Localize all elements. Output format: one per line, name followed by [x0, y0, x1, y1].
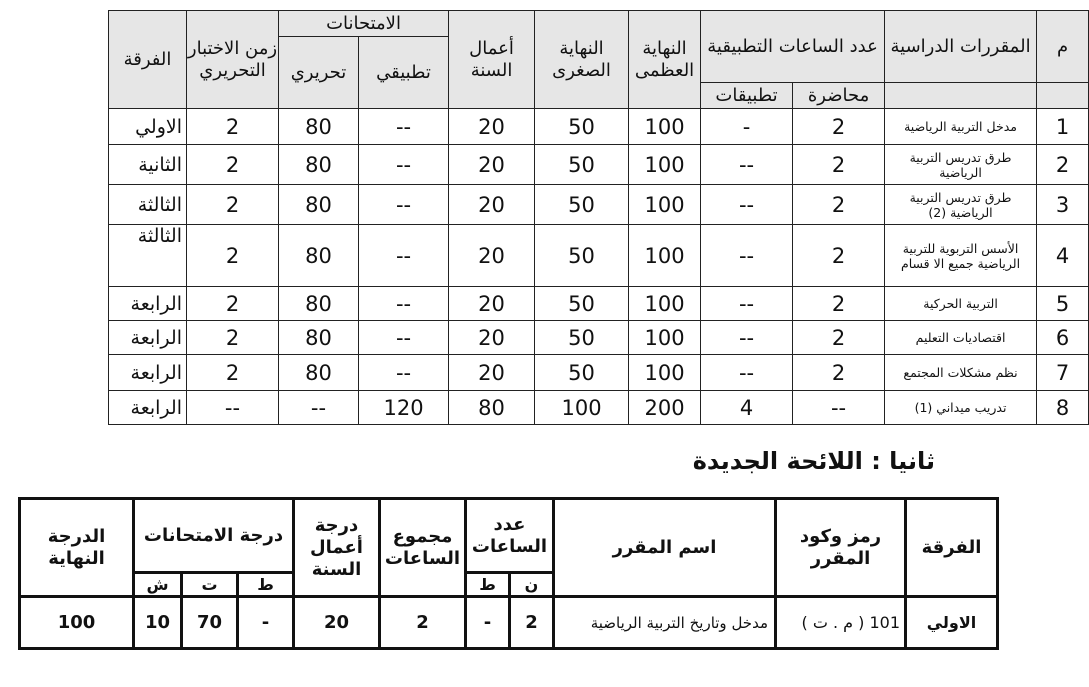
- new-header-final-grade: الدرجة النهاية: [20, 499, 134, 597]
- new-row-exam-t: -: [238, 597, 294, 649]
- row-course: طرق تدريس التربية الرياضية (2): [885, 185, 1037, 225]
- row-time: --: [187, 391, 279, 425]
- header-max-grade: النهاية العظمى: [629, 11, 701, 109]
- row-written: 80: [279, 109, 359, 145]
- row-written: 80: [279, 225, 359, 287]
- row-min: 50: [535, 287, 629, 321]
- row-written: 80: [279, 185, 359, 225]
- new-header-exam-t: ط: [238, 573, 294, 597]
- row-level: الرابعة: [109, 321, 187, 355]
- row-practical: --: [359, 185, 449, 225]
- new-header-t: ط: [466, 573, 510, 597]
- row-written: 80: [279, 321, 359, 355]
- row-applications: --: [701, 185, 793, 225]
- row-max: 100: [629, 185, 701, 225]
- row-practical: --: [359, 225, 449, 287]
- row-course: نظم مشكلات المجتمع: [885, 355, 1037, 391]
- new-row-n: 2: [510, 597, 554, 649]
- old-curriculum-table: [16, 10, 1089, 425]
- row-index: 6: [1037, 321, 1089, 355]
- row-min: 50: [535, 145, 629, 185]
- row-level: الثانية: [109, 145, 187, 185]
- new-header-code: رمز وكود المقرر: [776, 499, 906, 597]
- table-row: [20, 597, 998, 649]
- row-lecture: 2: [793, 225, 885, 287]
- row-min: 50: [535, 321, 629, 355]
- row-course: اقتصاديات التعليم: [885, 321, 1037, 355]
- table-row: [17, 185, 1089, 225]
- row-index: 1: [1037, 109, 1089, 145]
- row-course: طرق تدريس التربية الرياضية: [885, 145, 1037, 185]
- row-level: الرابعة: [109, 355, 187, 391]
- row-lecture: 2: [793, 109, 885, 145]
- row-min: 50: [535, 109, 629, 145]
- row-year-work: 20: [449, 321, 535, 355]
- header-applications: تطبيقات: [701, 83, 793, 109]
- row-year-work: 20: [449, 109, 535, 145]
- header-year-work: أعمال السنة: [449, 11, 535, 109]
- table-row: [17, 287, 1089, 321]
- header-level: الفرقة: [109, 11, 187, 109]
- table-row: [17, 391, 1089, 425]
- row-course: تدريب ميداني (1): [885, 391, 1037, 425]
- row-practical: 120: [359, 391, 449, 425]
- row-lecture: --: [793, 391, 885, 425]
- row-applications: -: [701, 109, 793, 145]
- row-year-work: 20: [449, 225, 535, 287]
- header-lecture: محاضرة: [793, 83, 885, 109]
- row-index: 7: [1037, 355, 1089, 391]
- table-row: [17, 321, 1089, 355]
- row-applications: --: [701, 225, 793, 287]
- table-row: [17, 355, 1089, 391]
- section-title: ثانيا : اللائحة الجديدة: [692, 447, 935, 475]
- row-level: الرابعة: [109, 287, 187, 321]
- row-practical: --: [359, 287, 449, 321]
- row-year-work: 80: [449, 391, 535, 425]
- new-row-code: 101 ( م . ت ): [776, 597, 906, 649]
- row-time: 2: [187, 287, 279, 321]
- row-time: 2: [187, 225, 279, 287]
- row-year-work: 20: [449, 185, 535, 225]
- row-min: 100: [535, 391, 629, 425]
- row-course: التربية الحركية: [885, 287, 1037, 321]
- header-index-filler: [1037, 83, 1089, 109]
- row-time: 2: [187, 185, 279, 225]
- row-min: 50: [535, 225, 629, 287]
- row-written: --: [279, 391, 359, 425]
- row-practical: --: [359, 145, 449, 185]
- new-curriculum-table: [18, 497, 999, 650]
- row-max: 100: [629, 225, 701, 287]
- new-header-level: الفرقة: [906, 499, 998, 597]
- new-header-exam-grade: درجة الامتحانات: [134, 499, 294, 573]
- new-row-level: الاولي: [906, 597, 998, 649]
- row-practical: --: [359, 355, 449, 391]
- new-header-year-work: درجة أعمال السنة: [294, 499, 380, 597]
- row-max: 100: [629, 145, 701, 185]
- new-header-exam-sh: ش: [134, 573, 182, 597]
- row-max: 100: [629, 287, 701, 321]
- row-index: 8: [1037, 391, 1089, 425]
- row-course: مدخل التربية الرياضية: [885, 109, 1037, 145]
- header-courses: المقررات الدراسية: [885, 11, 1037, 83]
- row-applications: --: [701, 321, 793, 355]
- row-index: 4: [1037, 225, 1089, 287]
- new-header-hours-count: عدد الساعات: [466, 499, 554, 573]
- row-practical: --: [359, 321, 449, 355]
- row-max: 100: [629, 109, 701, 145]
- new-row-total-hours: 2: [380, 597, 466, 649]
- new-header-n: ن: [510, 573, 554, 597]
- row-time: 2: [187, 321, 279, 355]
- header-practical-hours: عدد الساعات التطبيقية: [701, 11, 885, 83]
- row-max: 100: [629, 355, 701, 391]
- header-exams: الامتحانات: [279, 11, 449, 37]
- row-lecture: 2: [793, 185, 885, 225]
- row-index: 2: [1037, 145, 1089, 185]
- row-index: 5: [1037, 287, 1089, 321]
- row-applications: --: [701, 145, 793, 185]
- new-header-total-hours: مجموع الساعات: [380, 499, 466, 597]
- row-applications: --: [701, 287, 793, 321]
- header-min-grade: النهاية الصغرى: [535, 11, 629, 109]
- new-row-year-work: 20: [294, 597, 380, 649]
- new-header-exam-ta: ت: [182, 573, 238, 597]
- row-written: 80: [279, 287, 359, 321]
- row-year-work: 20: [449, 145, 535, 185]
- row-practical: --: [359, 109, 449, 145]
- table-row: [17, 145, 1089, 185]
- header-written-exam: تحريري: [279, 37, 359, 109]
- new-row-t: -: [466, 597, 510, 649]
- row-applications: 4: [701, 391, 793, 425]
- row-applications: --: [701, 355, 793, 391]
- row-year-work: 20: [449, 355, 535, 391]
- row-time: 2: [187, 145, 279, 185]
- header-written-time: زمن الاختبار التحريري: [187, 11, 279, 109]
- row-index: 3: [1037, 185, 1089, 225]
- row-level: الثالثة: [109, 225, 187, 287]
- header-courses-filler: [885, 83, 1037, 109]
- row-written: 80: [279, 355, 359, 391]
- new-row-exam-ta: 70: [182, 597, 238, 649]
- row-lecture: 2: [793, 321, 885, 355]
- row-course: الأسس التربوية للتربية الرياضية جميع الا قسام: [885, 225, 1037, 287]
- header-practical-exam: تطبيقي: [359, 37, 449, 109]
- row-level: الثالثة: [109, 185, 187, 225]
- table-row: [17, 225, 1089, 287]
- new-row-final-grade: 100: [20, 597, 134, 649]
- row-time: 2: [187, 109, 279, 145]
- row-time: 2: [187, 355, 279, 391]
- new-row-course-name: مدخل وتاريخ التربية الرياضية: [554, 597, 776, 649]
- row-max: 100: [629, 321, 701, 355]
- row-lecture: 2: [793, 287, 885, 321]
- row-lecture: 2: [793, 145, 885, 185]
- table-row: [17, 109, 1089, 145]
- row-written: 80: [279, 145, 359, 185]
- row-level: الرابعة: [109, 391, 187, 425]
- row-max: 200: [629, 391, 701, 425]
- row-level: الاولي: [109, 109, 187, 145]
- row-min: 50: [535, 355, 629, 391]
- row-year-work: 20: [449, 287, 535, 321]
- new-header-course-name: اسم المقرر: [554, 499, 776, 597]
- header-index: م: [1037, 11, 1089, 83]
- row-lecture: 2: [793, 355, 885, 391]
- row-min: 50: [535, 185, 629, 225]
- new-row-exam-sh: 10: [134, 597, 182, 649]
